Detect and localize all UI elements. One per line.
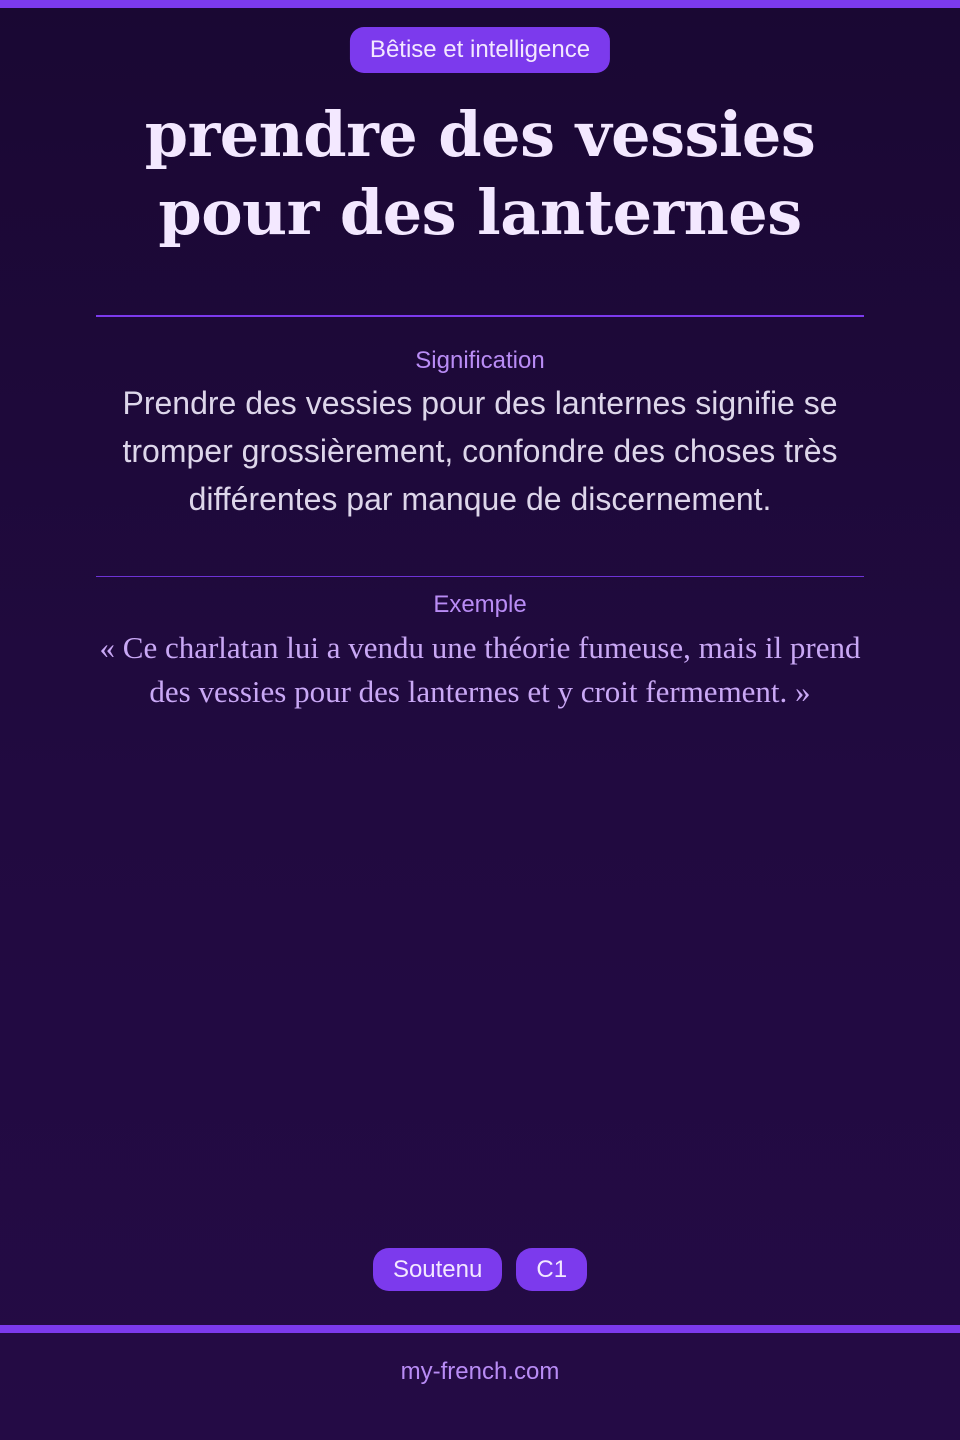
tag-register: Soutenu xyxy=(373,1248,502,1291)
divider-top xyxy=(96,315,864,317)
tag-list xyxy=(0,1248,960,1291)
top-accent-bar xyxy=(0,0,960,8)
example-text: « Ce charlatan lui a vendu une théorie fumeuse, mais il prend des vessies pour des lanternes et y croit fermement. » xyxy=(99,630,861,709)
tag-level: C1 xyxy=(516,1248,587,1291)
example-label: Exemple xyxy=(433,591,527,618)
meaning-label: Signification xyxy=(415,347,545,374)
footer-site: my-french.com xyxy=(400,1358,560,1385)
divider-middle xyxy=(96,576,864,577)
expression-title: prendre des vessies pour des lanternes xyxy=(144,98,816,249)
bottom-accent-bar xyxy=(0,1325,960,1333)
category-badge: Bêtise et intelligence xyxy=(350,27,610,73)
meaning-text: Prendre des vessies pour des lanternes signifie se tromper grossièrement, confondre des choses très différentes par manque de discernement. xyxy=(122,385,838,517)
